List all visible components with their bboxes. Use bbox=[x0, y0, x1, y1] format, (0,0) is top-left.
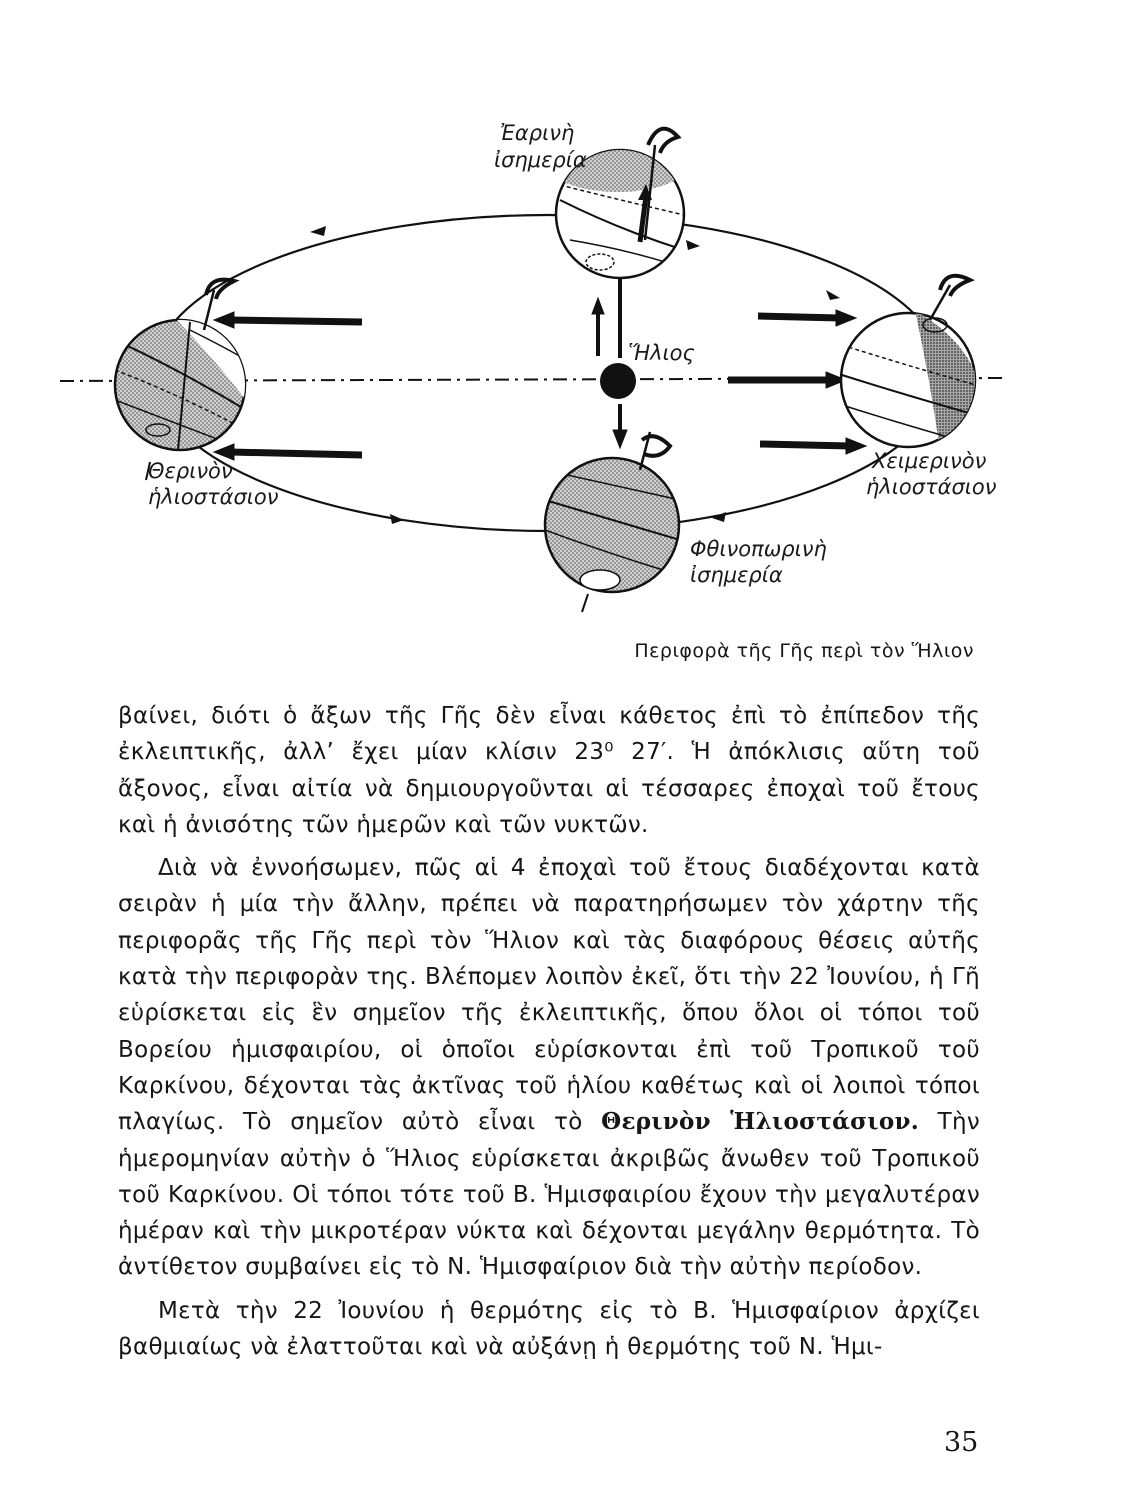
label-winter-line1: Χειμερινὸν bbox=[872, 449, 987, 473]
label-autumn-line1: Φθινοπωρινὴ bbox=[690, 537, 827, 561]
label-spring-line2: ἰσημερία bbox=[494, 148, 587, 172]
paragraph-2-part-2: Τὴν ἡμερομηνίαν αὐτὴν ὁ Ἥλιος εὑρίσκεται ἀκριβῶς ἄνωθεν τοῦ Τροπικοῦ τοῦ Καρκίνου. Οἱ τόποι τότε τοῦ Β. Ἡμισφαιρίου ἔχουν τὴν μεγαλυτέραν ἡμέραν καὶ τὴν μικροτέραν νύκτα καὶ δέχονται μεγάλην θερμότητα. Τὸ ἀντίθετον συμβαίνει εἰς τὸ Ν. Ἡμισφαίριον διὰ τὴν αὐτὴν περίοδον. bbox=[118, 1109, 980, 1281]
paragraph-1: βαίνει, διότι ὁ ἄξων τῆς Γῆς δὲν εἶναι κάθετος ἐπὶ τὸ ἐπίπεδον τῆς ἐκλειπτικῆς, ἀλλ’ ἔχει μίαν κλίσιν 23⁰ 27′. Ἡ ἀπόκλισις αὕτη τοῦ ἄξονος, εἶναι αἰτία νὰ δημιουργοῦνται αἱ τέσσαρες ἐποχαὶ τοῦ ἔτους καὶ ἡ ἀνισότης τῶν ἡμερῶν καὶ τῶν νυκτῶν. bbox=[118, 703, 980, 838]
globe-autumn-equinox bbox=[545, 432, 680, 612]
sun-marker bbox=[600, 363, 636, 399]
label-summer-line2: ἡλιοστάσιον bbox=[148, 485, 279, 509]
label-autumn-line2: ἰσημερία bbox=[690, 563, 783, 587]
label-summer-line1: Θερινὸν bbox=[148, 459, 233, 483]
label-spring-line1: Ἐαρινὴ bbox=[500, 121, 575, 145]
orbit-diagram bbox=[0, 0, 1148, 640]
figure-caption: Περιφορὰ τῆς Γῆς περὶ τὸν Ἥλιον bbox=[634, 640, 974, 662]
page-number: 35 bbox=[944, 1427, 979, 1458]
paragraph-2-part-1: Διὰ νὰ ἐννοήσωμεν, πῶς αἱ 4 ἐποχαὶ τοῦ ἔτους διαδέχονται κατὰ σειρὰν ἡ μία τὴν ἄλλην, πρέπει νὰ παρατηρήσωμεν τὸν χάρτην τῆς περιφορᾶς τῆς Γῆς περὶ τὸν Ἥλιον καὶ τὰς διαφόρους θέσεις αὐτῆς κατὰ τὴν περιφορὰν της. Βλέπομεν λοιπὸν ἐκεῖ, ὅτι τὴν 22 Ἰουνίου, ἡ Γῆ εὑρίσκεται εἰς ἓν σημεῖον τῆς ἐκλειπτικῆς, ὅπου ὅλοι οἱ τόποι τοῦ Βορείου ἡμισφαιρίου, οἱ ὁποῖοι εὑρίσκονται ἐπὶ τοῦ Τροπικοῦ τοῦ Καρκίνου, δέχονται τὰς ἀκτῖνας τοῦ ἡλίου καθέτως καὶ οἱ λοιποὶ τόποι πλαγίως. Τὸ σημεῖον αὐτὸ εἶναι τὸ bbox=[118, 855, 980, 1136]
orbit-ellipse bbox=[153, 215, 943, 531]
sun-ray-arrows bbox=[214, 255, 866, 460]
summer-solstice-term: Θερινὸν Ἡλιοστάσιον. bbox=[601, 1108, 920, 1136]
label-winter-line2: ἡλιοστάσιον bbox=[866, 475, 997, 499]
paragraph-2 bbox=[118, 850, 980, 1286]
paragraph-3: Μετὰ τὴν 22 Ἰουνίου ἡ θερμότης εἰς τὸ Β. Ἡμισφαίριον ἀρχίζει βαθμιαίως νὰ ἐλαττοῦται καὶ νὰ αὐξάνῃ ἡ θερμότης τοῦ Ν. Ἡμι- bbox=[118, 1297, 980, 1361]
body-text bbox=[118, 698, 980, 1365]
label-sun: Ἥλιος bbox=[628, 341, 695, 365]
globe-winter-solstice bbox=[841, 276, 978, 450]
